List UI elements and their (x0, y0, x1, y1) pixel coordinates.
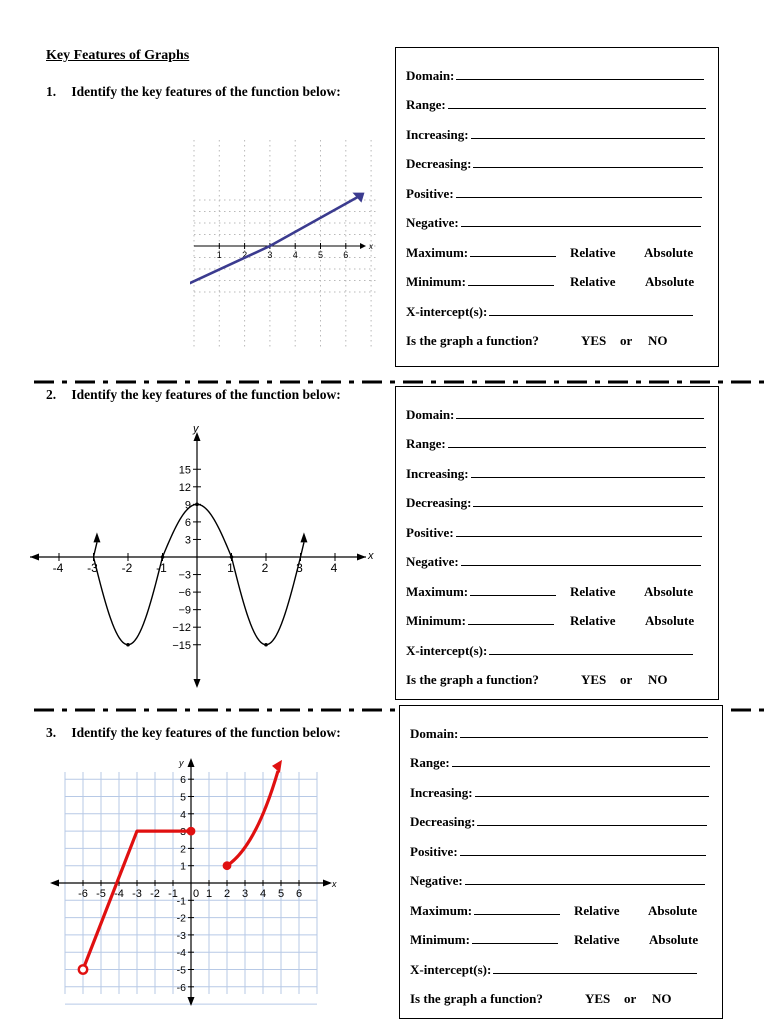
y-tick-label: 6 (184, 516, 191, 529)
negative-blank[interactable] (461, 554, 701, 566)
y-tick-label: -2 (176, 912, 186, 925)
x-tick-label: -5 (96, 888, 106, 900)
decreasing-label: Decreasing: (410, 814, 476, 829)
key-point (195, 503, 199, 507)
range-blank[interactable] (452, 755, 710, 767)
curve-arrow (300, 532, 307, 542)
is-function-label: Is the graph a function? (406, 333, 539, 348)
y-tick-label: −9 (178, 604, 191, 617)
x-tick-label: -4 (114, 888, 124, 900)
key-point (230, 555, 234, 559)
increasing-label: Increasing: (410, 785, 473, 800)
x-intercepts-blank[interactable] (493, 962, 697, 974)
minimum-absolute-option[interactable]: Absolute (645, 613, 695, 628)
x-intercepts-label: X-intercept(s): (406, 643, 488, 658)
positive-row (406, 186, 702, 202)
negative-label: Negative: (410, 873, 463, 888)
x-intercepts-blank[interactable] (489, 304, 693, 316)
x-tick-label: 2 (242, 250, 248, 260)
x-intercepts-label: X-intercept(s): (410, 962, 492, 977)
y-tick-label: 4 (180, 808, 186, 821)
decreasing-blank[interactable] (473, 495, 703, 507)
x-tick-label: 3 (296, 561, 303, 575)
maximum-absolute-option[interactable]: Absolute (644, 245, 694, 260)
closed-endpoint (187, 827, 196, 836)
closed-endpoint (223, 861, 232, 870)
positive-label: Positive: (410, 844, 458, 859)
maximum-absolute-option[interactable]: Absolute (648, 903, 698, 918)
maximum-relative-option[interactable]: Relative (570, 584, 616, 599)
maximum-relative-option[interactable]: Relative (574, 903, 620, 918)
function-line (190, 197, 358, 291)
y-tick-label: 12 (178, 481, 191, 494)
y-tick-label: -4 (176, 947, 186, 960)
is-function-row (406, 672, 539, 688)
minimum-label: Minimum: (406, 274, 466, 289)
range-row (406, 97, 706, 113)
y-tick-label: -3 (176, 929, 186, 942)
decreasing-blank[interactable] (477, 814, 707, 826)
increasing-label: Increasing: (406, 466, 469, 481)
minimum-row (410, 932, 558, 948)
domain-row (406, 68, 704, 84)
x-tick-label: 6 (343, 250, 349, 260)
x-tick-label: -1 (156, 561, 167, 575)
question-text: Identify the key features of the function below: (71, 725, 341, 740)
range-blank[interactable] (448, 436, 706, 448)
y-axis-bottom-arrow (188, 997, 195, 1006)
x-tick-label: 3 (241, 888, 249, 900)
maximum-relative-option[interactable]: Relative (570, 245, 616, 260)
range-label: Range: (406, 436, 446, 451)
answer-box-1 (395, 47, 719, 367)
x-intercepts-row (406, 304, 693, 320)
x-tick-label: -4 (52, 561, 64, 575)
x-tick-label: 5 (317, 250, 324, 260)
y-tick-label: 15 (178, 464, 191, 477)
yes-option[interactable]: YES (581, 333, 607, 348)
x-tick-label: 3 (267, 250, 273, 260)
question-3 (46, 725, 341, 741)
minimum-blank[interactable] (468, 613, 554, 625)
yes-option[interactable]: YES (581, 672, 607, 687)
domain-label: Domain: (406, 68, 455, 83)
minimum-absolute-option[interactable]: Absolute (645, 274, 695, 289)
curve-arrow (93, 532, 100, 542)
increasing-blank[interactable] (471, 127, 705, 139)
increasing-label: Increasing: (406, 127, 469, 142)
no-option[interactable]: NO (648, 333, 668, 348)
decreasing-blank[interactable] (473, 156, 703, 168)
x-tick-label: 1 (216, 250, 222, 260)
y-tick-label: 2 (180, 843, 186, 856)
y-tick-label: -1 (176, 895, 186, 908)
piece-2-curve (227, 771, 278, 866)
negative-row (406, 215, 701, 231)
domain-row (410, 726, 708, 742)
graph-1 (190, 112, 380, 357)
key-point (264, 643, 268, 647)
key-point (161, 555, 165, 559)
y-tick-label: −6 (178, 587, 191, 600)
increasing-blank[interactable] (471, 466, 705, 478)
x-axis-left-arrow (30, 554, 39, 561)
increasing-row (406, 127, 705, 143)
is-function-label: Is the graph a function? (406, 672, 539, 687)
question-number: 2. (46, 387, 57, 402)
x-tick-label: 6 (295, 888, 303, 900)
minimum-label: Minimum: (406, 613, 466, 628)
maximum-blank[interactable] (474, 903, 560, 915)
x-axis-label: x (369, 242, 373, 251)
positive-row (406, 525, 702, 541)
y-axis-label: y (179, 758, 184, 768)
question-number: 3. (46, 725, 57, 740)
y-axis-top-arrow (188, 758, 195, 767)
x-tick-label: 4 (330, 561, 338, 575)
x-tick-label: -1 (168, 888, 178, 900)
maximum-label: Maximum: (406, 245, 469, 260)
x-axis-right-arrow (323, 880, 332, 887)
minimum-blank[interactable] (472, 932, 558, 944)
domain-blank[interactable] (456, 68, 704, 80)
minimum-relative-option[interactable]: Relative (574, 932, 620, 947)
x-tick-label: -6 (78, 888, 88, 900)
domain-label: Domain: (406, 407, 455, 422)
maximum-blank[interactable] (470, 245, 556, 257)
minimum-relative-option[interactable]: Relative (570, 613, 616, 628)
range-label: Range: (406, 97, 446, 112)
minimum-row (406, 613, 554, 629)
x-tick-label: 2 (223, 888, 231, 900)
y-axis-bottom-arrow (194, 679, 201, 688)
y-tick-label: 6 (180, 774, 186, 787)
question-number: 1. (46, 84, 57, 99)
maximum-label: Maximum: (406, 584, 469, 599)
no-option[interactable]: NO (652, 991, 672, 1006)
positive-label: Positive: (406, 186, 454, 201)
x-axis-label: x (368, 550, 374, 562)
increasing-row (406, 466, 705, 482)
x-tick-label: -3 (87, 561, 98, 575)
key-point (126, 643, 130, 647)
y-tick-label: −3 (178, 569, 191, 582)
is-function-row (410, 991, 543, 1007)
positive-blank[interactable] (456, 525, 702, 537)
range-label: Range: (410, 755, 450, 770)
x-tick-label: 4 (292, 250, 298, 260)
y-tick-label: 3 (180, 826, 186, 839)
y-axis-label: y (193, 423, 199, 435)
graph-3-svg (46, 754, 346, 1010)
domain-blank[interactable] (456, 407, 704, 419)
maximum-row (406, 245, 556, 261)
graph-1-svg (190, 112, 380, 352)
x-tick-label: 1 (205, 888, 213, 900)
x-tick-label: 2 (261, 561, 269, 575)
answer-box-3 (399, 705, 723, 1019)
increasing-row (410, 785, 709, 801)
decreasing-row (406, 495, 703, 511)
minimum-absolute-option[interactable]: Absolute (649, 932, 699, 947)
domain-row (406, 407, 704, 423)
y-tick-label: −12 (172, 622, 191, 635)
x-intercepts-blank[interactable] (489, 643, 693, 655)
graph-2-svg (22, 420, 382, 690)
minimum-relative-option[interactable]: Relative (570, 274, 616, 289)
decreasing-row (406, 156, 703, 172)
x-intercepts-row (410, 962, 697, 978)
domain-label: Domain: (410, 726, 459, 741)
negative-blank[interactable] (461, 215, 701, 227)
worksheet-title: Key Features of Graphs (46, 48, 190, 63)
x-tick-label: 4 (259, 888, 267, 900)
x-tick-label: -2 (150, 888, 160, 900)
or-text: or (620, 333, 633, 348)
question-1 (46, 84, 341, 100)
y-tick-label: 5 (180, 791, 186, 804)
answer-box-2 (395, 386, 719, 700)
increasing-blank[interactable] (475, 785, 709, 797)
maximum-label: Maximum: (410, 903, 473, 918)
range-blank[interactable] (448, 97, 706, 109)
x-tick-label: -2 (121, 561, 133, 575)
yes-option[interactable]: YES (585, 991, 611, 1006)
positive-blank[interactable] (460, 844, 706, 856)
minimum-row (406, 274, 554, 290)
y-tick-label: −15 (172, 639, 191, 652)
range-row (410, 755, 710, 771)
maximum-row (406, 584, 556, 600)
is-function-row (406, 333, 539, 349)
range-row (406, 436, 706, 452)
y-tick-label: 3 (184, 534, 191, 547)
y-tick-label: 9 (184, 499, 191, 512)
minimum-blank[interactable] (468, 274, 554, 286)
x-tick-label: 1 (227, 561, 234, 575)
x-axis-arrow (360, 243, 366, 249)
decreasing-label: Decreasing: (406, 495, 472, 510)
negative-label: Negative: (406, 215, 459, 230)
positive-label: Positive: (406, 525, 454, 540)
graph-2 (22, 420, 382, 695)
minimum-label: Minimum: (410, 932, 470, 947)
x-axis-left-arrow (50, 880, 59, 887)
no-option[interactable]: NO (648, 672, 668, 687)
question-text: Identify the key features of the function below: (71, 84, 341, 99)
positive-row (410, 844, 706, 860)
domain-blank[interactable] (460, 726, 708, 738)
is-function-label: Is the graph a function? (410, 991, 543, 1006)
negative-blank[interactable] (465, 873, 705, 885)
question-text: Identify the key features of the function below: (71, 387, 341, 402)
or-text: or (624, 991, 637, 1006)
x-tick-label: 0 (192, 888, 200, 900)
maximum-row (410, 903, 560, 919)
graph-3 (46, 754, 346, 1015)
negative-row (410, 873, 705, 889)
dash-dot-line (34, 379, 768, 385)
decreasing-row (410, 814, 707, 830)
decreasing-label: Decreasing: (406, 156, 472, 171)
maximum-absolute-option[interactable]: Absolute (644, 584, 694, 599)
x-tick-label: -3 (132, 888, 142, 900)
negative-label: Negative: (406, 554, 459, 569)
y-tick-label: -5 (176, 964, 186, 977)
x-axis-right-arrow (357, 554, 366, 561)
x-intercepts-label: X-intercept(s): (406, 304, 488, 319)
or-text: or (620, 672, 633, 687)
x-axis-label: x (332, 879, 337, 889)
x-intercepts-row (406, 643, 693, 659)
negative-row (406, 554, 701, 570)
maximum-blank[interactable] (470, 584, 556, 596)
y-tick-label: 1 (180, 860, 186, 873)
x-tick-label: 5 (277, 888, 285, 900)
y-tick-label: -6 (176, 981, 186, 994)
positive-blank[interactable] (456, 186, 702, 198)
open-endpoint (79, 965, 87, 973)
